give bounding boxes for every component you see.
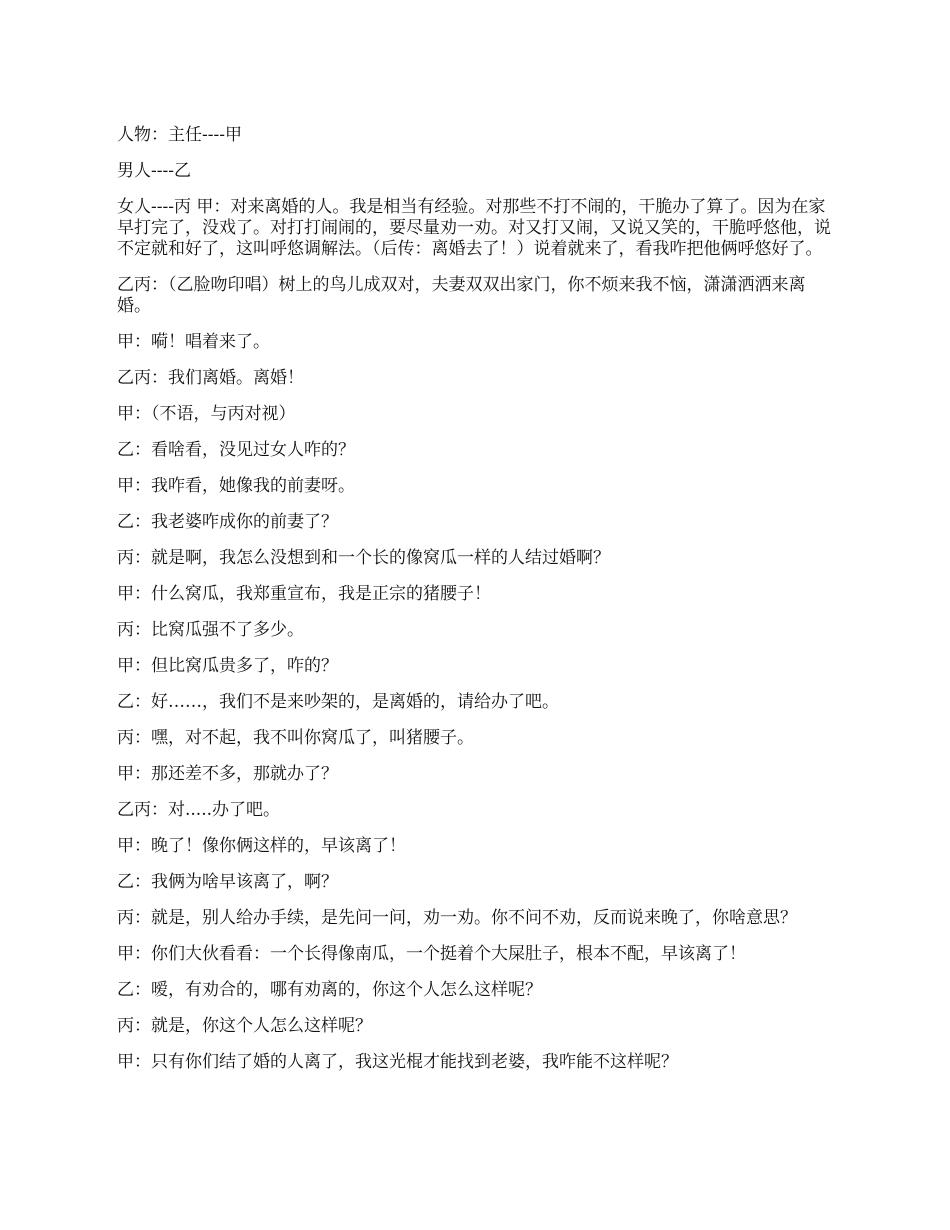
paragraph-dialogue: 甲：我咋看，她像我的前妻呀。 (117, 476, 355, 496)
paragraph-dialogue: 甲：你们大伙看看：一个长得像南瓜，一个挺着个大屎肚子，根本不配，早该离了！ (117, 944, 746, 964)
paragraph-dialogue: 乙：看啥看，没见过女人咋的？ (117, 440, 355, 460)
paragraph-dialogue: 乙：嗳，有劝合的，哪有劝离的，你这个人怎么这样呢？ (117, 980, 542, 1000)
paragraph-dialogue: 丙：就是，别人给办手续，是先问一问，劝一劝。你不问不劝，反而说来晚了，你啥意思？ (117, 908, 797, 928)
paragraph-dialogue: 甲：但比窝瓜贵多了，咋的？ (117, 656, 338, 676)
paragraph-dialogue: 丙：比窝瓜强不了多少。 (117, 620, 304, 640)
paragraph-cast-man: 男人----乙 (117, 161, 191, 181)
paragraph-dialogue: 乙丙：对.....办了吧。 (117, 800, 281, 820)
paragraph-dialogue: 甲：什么窝瓜，我郑重宣布，我是正宗的猪腰子！ (117, 584, 491, 604)
paragraph-dialogue: 甲：只有你们结了婚的人离了，我这光棍才能找到老婆，我咋能不这样呢？ (117, 1052, 678, 1072)
paragraph-dialogue: 乙：好……，我们不是来吵架的，是离婚的，请给办了吧。 (117, 692, 559, 712)
paragraph-dialogue: 丙：就是啊，我怎么没想到和一个长的像窝瓜一样的人结过婚啊？ (117, 548, 610, 568)
paragraph-dialogue: 丙：嘿，对不起，我不叫你窝瓜了，叫猪腰子。 (117, 728, 474, 748)
paragraph-dialogue: 甲：（不语，与丙对视） (117, 404, 296, 424)
paragraph-dialogue: 甲：晚了！像你俩这样的，早该离了！ (117, 836, 406, 856)
paragraph-dialogue: 甲：那还差不多，那就办了？ (117, 764, 338, 784)
paragraph-dialogue: 丙：就是，你这个人怎么这样呢？ (117, 1016, 372, 1036)
paragraph-dialogue: 乙：我老婆咋成你的前妻了？ (117, 512, 338, 532)
document-page (117, 125, 839, 1088)
paragraph-cast-director: 人物：主任----甲 (117, 125, 242, 145)
paragraph-dialogue: 乙丙：我们离婚。离婚！ (117, 368, 304, 388)
paragraph-dialogue: 甲：嗬！唱着来了。 (117, 332, 270, 352)
paragraph-cast-woman-intro: 女人----丙 甲：对来离婚的人。我是相当有经验。对那些不打不闹的，干脆办了算了。因为在家早打完了，没戏了。对打打闹闹的，要尽量劝一劝。对又打又闹，又说又笑的，干脆呼悠他，说不定就和好了，这叫呼悠调解法。（后传：离婚去了！）说着就来了，看我咋把他俩呼悠好了。 (117, 197, 831, 259)
paragraph-dialogue: 乙：我俩为啥早该离了，啊？ (117, 872, 338, 892)
paragraph-dialogue: 乙丙：（乙脸吻印唱）树上的鸟儿成双对，夫妻双双出家门，你不烦来我不恼，潇潇洒洒来离婚。 (117, 275, 806, 316)
